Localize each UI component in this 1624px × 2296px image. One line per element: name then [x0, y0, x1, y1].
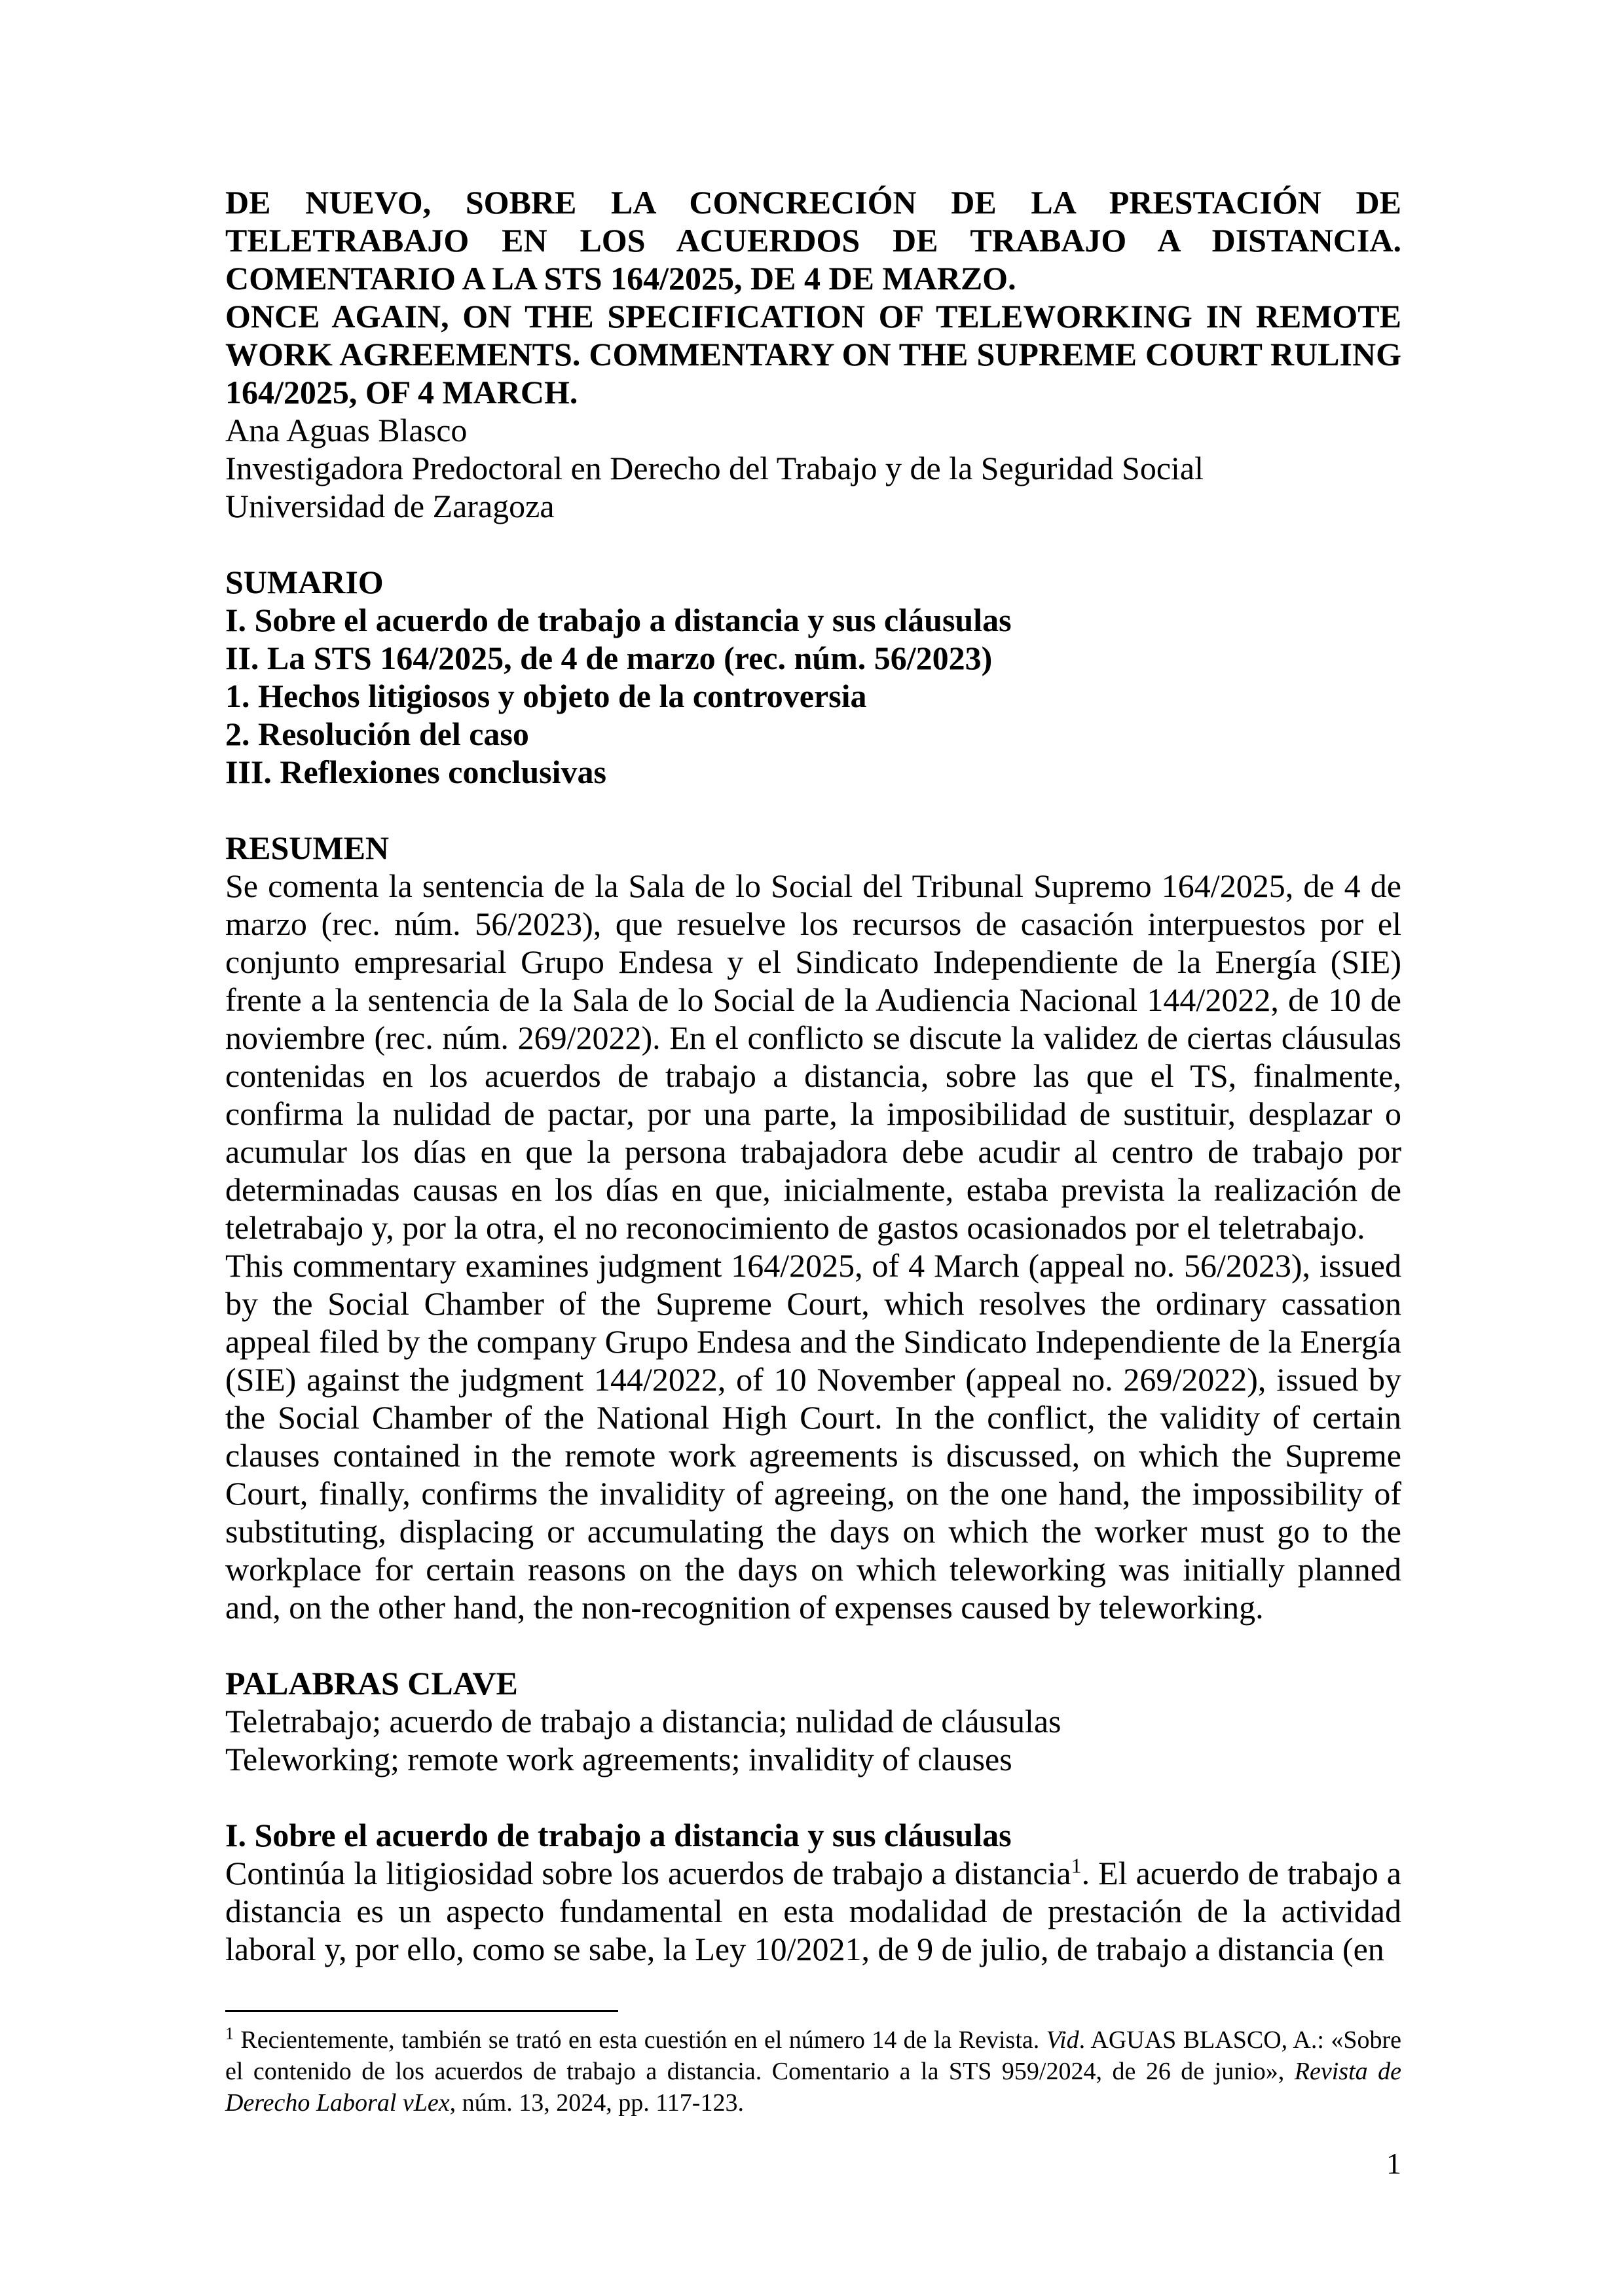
- author-affiliation: Universidad de Zaragoza: [225, 488, 555, 524]
- footnote: [225, 2024, 1401, 2119]
- footnote-reference[interactable]: 1: [1071, 1853, 1082, 1878]
- title-spanish: DE NUEVO, SOBRE LA CONCRECIÓN DE LA PRESTACIÓN DE TELETRABAJO EN LOS ACUERDOS DE TRABAJO A DISTANCIA. COMENTARIO A LA STS 164/2025, DE 4 DE MARZO.: [225, 184, 1401, 297]
- document-body: [225, 183, 1401, 1968]
- sumario-item: II. La STS 164/2025, de 4 de marzo (rec. núm. 56/2023): [225, 640, 993, 676]
- section-heading: I. Sobre el acuerdo de trabajo a distancia y sus cláusulas: [225, 1817, 1012, 1853]
- keywords-english: Teleworking; remote work agreements; invalidity of clauses: [225, 1741, 1012, 1777]
- footnote-text: , núm. 13, 2024, pp. 117-123.: [449, 2089, 744, 2117]
- author-name: Ana Aguas Blasco: [225, 412, 468, 448]
- keywords-heading: PALABRAS CLAVE: [225, 1665, 518, 1702]
- page-number: 1: [1386, 2147, 1401, 2180]
- footnote-separator: [225, 2010, 618, 2012]
- author-position: Investigadora Predoctoral en Derecho del Trabajo y de la Seguridad Social: [225, 450, 1204, 486]
- footnote-vid: Vid: [1046, 2026, 1079, 2054]
- footnote-text: . AGUAS BLASCO, A.: «Sobre el contenido de los acuerdos de trabajo a distancia. Comentario a la STS 959/2024, de 26 de junio»,: [225, 2026, 1401, 2085]
- title-english: ONCE AGAIN, ON THE SPECIFICATION OF TELEWORKING IN REMOTE WORK AGREEMENTS. COMMENTARY ON THE SUPREME COURT RULING 164/2025, OF 4 MARCH.: [225, 298, 1401, 410]
- sumario-item: I. Sobre el acuerdo de trabajo a distancia y sus cláusulas: [225, 602, 1012, 638]
- sumario-item: 2. Resolución del caso: [225, 716, 529, 752]
- section-paragraph: [225, 1854, 1401, 1968]
- abstract-spanish: Se comenta la sentencia de la Sala de lo Social del Tribunal Supremo 164/2025, de 4 de marzo (rec. núm. 56/2023), que resuelve los recursos de casación interpuestos por el conjunto empresarial Grupo Endesa y el Sindicato Independiente de la Energía (SIE) frente a la sentencia de la Sala de lo Social de la Audiencia Nacional 144/2022, de 10 de noviembre (rec. núm. 269/2022). En el conflicto se discute la validez de ciertas cláusulas contenidas en los acuerdos de trabajo a distancia, sobre las que el TS, finalmente, confirma la nulidad de pactar, por una parte, la imposibilidad de sustituir, desplazar o acumular los días en que la persona trabajadora debe acudir al centro de trabajo por determinadas causas en los días en que, inicialmente, estaba prevista la realización de teletrabajo y, por la otra, el no reconocimiento de gastos ocasionados por el teletrabajo.: [225, 867, 1401, 1246]
- keywords-spanish: Teletrabajo; acuerdo de trabajo a distancia; nulidad de cláusulas: [225, 1703, 1061, 1740]
- abstract-english: This commentary examines judgment 164/2025, of 4 March (appeal no. 56/2023), issued by the Social Chamber of the Supreme Court, which resolves the ordinary cassation appeal filed by the company Grupo Endesa and the Sindicato Independiente de la Energía (SIE) against the judgment 144/2022, of 10 November (appeal no. 269/2022), issued by the Social Chamber of the National High Court. In the conflict, the validity of certain clauses contained in the remote work agreements is discussed, on which the Supreme Court, finally, confirms the invalidity of agreeing, on the one hand, the impossibility of substituting, displacing or accumulating the days on which the worker must go to the workplace for certain reasons on the days on which teleworking was initially planned and, on the other hand, the non-recognition of expenses caused by teleworking.: [225, 1247, 1401, 1626]
- paragraph-text: . El acuerdo de trabajo a distancia es un aspecto fundamental en esta modalidad de prestación de la actividad laboral y, por ello, como se sabe, la Ley 10/2021, de 9 de julio, de trabajo a distancia (en: [225, 1855, 1401, 1967]
- footnote-number: 1: [225, 2024, 234, 2043]
- paragraph-text: Continúa la litigiosidad sobre los acuerdos de trabajo a distancia: [225, 1855, 1071, 1891]
- sumario-item: III. Reflexiones conclusivas: [225, 754, 606, 790]
- sumario-item: 1. Hechos litigiosos y objeto de la controversia: [225, 678, 867, 714]
- sumario-heading: SUMARIO: [225, 564, 384, 600]
- footnote-text: Recientemente, también se trató en esta cuestión en el número 14 de la Revista.: [234, 2026, 1046, 2054]
- resumen-heading: RESUMEN: [225, 829, 390, 866]
- footnote-journal: Revista de Derecho Laboral vLex: [225, 2058, 1401, 2117]
